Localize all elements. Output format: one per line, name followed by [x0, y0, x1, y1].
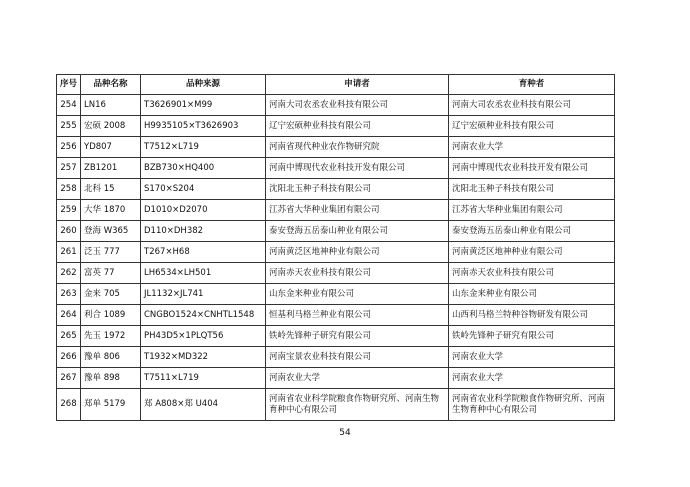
variety-table [56, 74, 615, 421]
cell-breeder: 泰安登海五岳泰山种业有限公司 [449, 221, 615, 242]
table-row [57, 326, 615, 347]
header-breeder: 育种者 [449, 75, 615, 95]
cell-source: S170×S204 [141, 179, 266, 200]
table-row [57, 242, 615, 263]
cell-no: 259 [57, 200, 81, 221]
cell-name: ZB1201 [81, 158, 141, 179]
cell-source: BZB730×HQ400 [141, 158, 266, 179]
cell-source: T7512×L719 [141, 137, 266, 158]
table-row [57, 284, 615, 305]
cell-name: YD807 [81, 137, 141, 158]
cell-breeder: 河南农业大学 [449, 347, 615, 368]
cell-applicant: 恒基利马格兰种业有限公司 [266, 305, 449, 326]
cell-name: 宏硕 2008 [81, 116, 141, 137]
cell-applicant: 河南省现代种业农作物研究院 [266, 137, 449, 158]
cell-breeder: 河南省农业科学院粮食作物研究所、河南生物育种中心有限公司 [449, 389, 615, 421]
cell-name: 先玉 1972 [81, 326, 141, 347]
table-header-row [57, 75, 615, 95]
cell-breeder: 河南黄泛区地神种业有限公司 [449, 242, 615, 263]
cell-breeder: 河南农业大学 [449, 137, 615, 158]
header-name: 品种名称 [81, 75, 141, 95]
cell-applicant: 河南中博现代农业科技开发有限公司 [266, 158, 449, 179]
cell-breeder: 河南农业大学 [449, 368, 615, 389]
cell-breeder: 河南赤天农业科技有限公司 [449, 263, 615, 284]
cell-no: 264 [57, 305, 81, 326]
cell-name: 北科 15 [81, 179, 141, 200]
cell-source: H9935105×T3626903 [141, 116, 266, 137]
cell-source: LH6534×LH501 [141, 263, 266, 284]
cell-applicant: 河南赤天农业科技有限公司 [266, 263, 449, 284]
cell-applicant: 铁岭先锋种子研究有限公司 [266, 326, 449, 347]
cell-source: D1010×D2070 [141, 200, 266, 221]
cell-applicant: 河南黄泛区地神种业有限公司 [266, 242, 449, 263]
table-row [57, 221, 615, 242]
cell-applicant: 江苏省大华种业集团有限公司 [266, 200, 449, 221]
cell-applicant: 辽宁宏硕种业科技有限公司 [266, 116, 449, 137]
cell-no: 255 [57, 116, 81, 137]
header-source: 品种来源 [141, 75, 266, 95]
cell-breeder: 沈阳北玉种子科技有限公司 [449, 179, 615, 200]
cell-breeder: 辽宁宏硕种业科技有限公司 [449, 116, 615, 137]
table-row [57, 263, 615, 284]
cell-source: PH43D5×1PLQT56 [141, 326, 266, 347]
cell-no: 260 [57, 221, 81, 242]
cell-name: 泛玉 777 [81, 242, 141, 263]
cell-name: 豫单 898 [81, 368, 141, 389]
cell-name: LN16 [81, 95, 141, 116]
cell-source: T267×H68 [141, 242, 266, 263]
cell-source: CNGBO1524×CNHTL1548 [141, 305, 266, 326]
cell-source: JL1132×JL741 [141, 284, 266, 305]
table-row [57, 179, 615, 200]
cell-breeder: 河南大司农丞农业科技有限公司 [449, 95, 615, 116]
cell-no: 262 [57, 263, 81, 284]
cell-no: 254 [57, 95, 81, 116]
table-row [57, 158, 615, 179]
cell-source: T3626901×M99 [141, 95, 266, 116]
cell-name: 登海 W365 [81, 221, 141, 242]
cell-source: D110×DH382 [141, 221, 266, 242]
table-row [57, 389, 615, 421]
cell-name: 富英 77 [81, 263, 141, 284]
cell-no: 256 [57, 137, 81, 158]
header-applicant: 申请者 [266, 75, 449, 95]
cell-name: 利合 1089 [81, 305, 141, 326]
cell-no: 265 [57, 326, 81, 347]
table-row [57, 368, 615, 389]
cell-applicant: 河南大司农丞农业科技有限公司 [266, 95, 449, 116]
table-row [57, 200, 615, 221]
cell-name: 郑单 5179 [81, 389, 141, 421]
table-row [57, 116, 615, 137]
cell-name: 金来 705 [81, 284, 141, 305]
cell-no: 257 [57, 158, 81, 179]
cell-breeder: 江苏省大华种业集团有限公司 [449, 200, 615, 221]
cell-breeder: 河南中博现代农业科技开发有限公司 [449, 158, 615, 179]
cell-applicant: 河南农业大学 [266, 368, 449, 389]
cell-no: 263 [57, 284, 81, 305]
cell-applicant: 河南宝景农业科技有限公司 [266, 347, 449, 368]
cell-source: T7511×L719 [141, 368, 266, 389]
cell-applicant: 山东金来种业有限公司 [266, 284, 449, 305]
cell-breeder: 铁岭先锋种子研究有限公司 [449, 326, 615, 347]
cell-applicant: 沈阳北玉种子科技有限公司 [266, 179, 449, 200]
cell-no: 266 [57, 347, 81, 368]
cell-applicant: 河南省农业科学院粮食作物研究所、河南生物育种中心有限公司 [266, 389, 449, 421]
cell-applicant: 泰安登海五岳泰山种业有限公司 [266, 221, 449, 242]
table-row [57, 95, 615, 116]
cell-name: 豫单 806 [81, 347, 141, 368]
table-row [57, 347, 615, 368]
cell-no: 267 [57, 368, 81, 389]
table-row [57, 137, 615, 158]
header-no: 序号 [57, 75, 81, 95]
table-row [57, 305, 615, 326]
cell-breeder: 山西利马格兰特种谷物研发有限公司 [449, 305, 615, 326]
page-number: 54 [339, 428, 351, 438]
cell-source: 郑 A808×郑 U404 [141, 389, 266, 421]
cell-no: 258 [57, 179, 81, 200]
cell-no: 268 [57, 389, 81, 421]
cell-source: T1932×MD322 [141, 347, 266, 368]
cell-breeder: 山东金来种业有限公司 [449, 284, 615, 305]
cell-name: 大华 1870 [81, 200, 141, 221]
cell-no: 261 [57, 242, 81, 263]
